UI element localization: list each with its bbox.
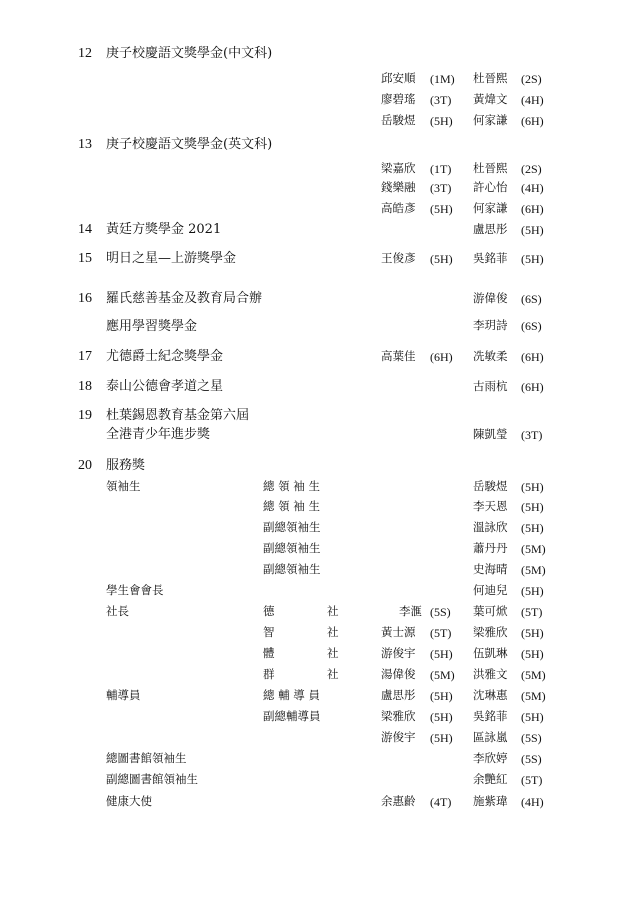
recipient-name: 廖碧瑤 (381, 92, 416, 106)
section-title: 杜葉錫恩教育基金第六屆 (106, 408, 250, 423)
recipient-name: 梁雅欣 (473, 625, 508, 639)
section-title: 庚子校慶語文獎學金(中文科) (106, 46, 273, 61)
service-role: 副總輔導員 (263, 709, 321, 723)
house-name: 體 (263, 646, 275, 660)
recipient-name: 李欣婷 (473, 751, 508, 765)
recipient-class: (5S) (521, 752, 542, 766)
recipient-name: 冼敏柔 (473, 349, 508, 363)
recipient-name: 何迪兒 (473, 583, 508, 597)
section-title: 羅氏慈善基金及教育局合辦 (106, 291, 263, 306)
recipient-class: (4T) (430, 795, 452, 809)
recipient-class: (6H) (521, 380, 544, 394)
recipient-class: (6H) (521, 202, 544, 216)
service-category: 領袖生 (106, 479, 141, 493)
recipient-name: 洪雅文 (473, 667, 508, 681)
section-number: 16 (78, 291, 92, 306)
section-title: 泰山公德會孝道之星 (106, 379, 224, 394)
service-role: 副總領袖生 (263, 541, 321, 555)
recipient-class: (6H) (521, 114, 544, 128)
section-title-line2: 全港青少年進步獎 (106, 427, 211, 442)
recipient-class: (4H) (521, 181, 544, 195)
recipient-name: 梁雅欣 (381, 709, 416, 723)
service-category: 總圖書館領袖生 (106, 751, 187, 765)
recipient-name: 陳凱瑩 (473, 427, 508, 441)
recipient-name: 余惠齡 (381, 794, 416, 808)
house-suffix: 社 (327, 667, 339, 681)
house-name: 德 (263, 604, 275, 618)
section-title-line2: 應用學習獎學金 (106, 319, 198, 334)
recipient-name: 余艷紅 (473, 772, 508, 786)
recipient-class: (5H) (521, 584, 544, 598)
recipient-name: 何家謙 (473, 201, 508, 215)
section-number: 12 (78, 46, 92, 61)
recipient-class: (5H) (430, 202, 453, 216)
section-number: 19 (78, 408, 92, 423)
section-number: 18 (78, 379, 92, 394)
service-role: 副總領袖生 (263, 520, 321, 534)
recipient-name: 蕭丹丹 (473, 541, 508, 555)
recipient-name: 錢樂融 (381, 180, 416, 194)
recipient-class: (5H) (521, 710, 544, 724)
service-role: 總 領 袖 生 (263, 499, 320, 513)
recipient-class: (3T) (430, 181, 452, 195)
recipient-class: (5S) (521, 731, 542, 745)
recipient-class: (5T) (521, 605, 543, 619)
recipient-class: (5M) (521, 689, 546, 703)
recipient-class: (5M) (521, 563, 546, 577)
service-category: 副總圖書館領袖生 (106, 772, 198, 786)
recipient-name: 李天恩 (473, 499, 508, 513)
section-title: 服務獎 (106, 458, 146, 473)
service-role: 總 領 袖 生 (263, 479, 320, 493)
recipient-name: 湯偉俊 (381, 667, 416, 681)
recipient-name: 杜晉熙 (473, 71, 508, 85)
section-title: 尤德爵士紀念獎學金 (106, 349, 224, 364)
recipient-name: 盧思彤 (473, 222, 508, 236)
recipient-name: 區詠嵐 (473, 730, 508, 744)
section-title: 庚子校慶語文獎學金(英文科) (106, 137, 273, 152)
recipient-class: (5H) (521, 521, 544, 535)
recipient-name: 岳駿煜 (381, 113, 416, 127)
recipient-class: (2S) (521, 72, 542, 86)
service-category: 社長 (106, 604, 129, 618)
recipient-class: (5H) (521, 252, 544, 266)
recipient-class: (5H) (430, 689, 453, 703)
recipient-name: 杜晉熙 (473, 161, 508, 175)
recipient-class: (5T) (430, 626, 452, 640)
recipient-class: (5H) (521, 223, 544, 237)
house-name: 智 (263, 625, 275, 639)
recipient-name: 許心怡 (473, 180, 508, 194)
section-title: 明日之星—上游獎學金 (106, 251, 237, 266)
recipient-class: (2S) (521, 162, 542, 176)
recipient-name: 何家謙 (473, 113, 508, 127)
service-category: 健康大使 (106, 794, 152, 808)
recipient-name: 高葉佳 (381, 349, 416, 363)
section-number: 15 (78, 251, 92, 266)
recipient-class: (6S) (521, 319, 542, 333)
recipient-name: 沈琳惠 (473, 688, 508, 702)
recipient-name: 梁嘉欣 (381, 161, 416, 175)
recipient-class: (3T) (521, 428, 543, 442)
recipient-name: 岳駿煜 (473, 479, 508, 493)
recipient-class: (5H) (521, 626, 544, 640)
recipient-name: 黃士源 (381, 625, 416, 639)
house-suffix: 社 (327, 625, 339, 639)
recipient-name: 溫詠欣 (473, 520, 508, 534)
recipient-class: (5M) (430, 668, 455, 682)
recipient-class: (5M) (521, 542, 546, 556)
recipient-name: 游俊宇 (381, 730, 416, 744)
recipient-class: (1M) (430, 72, 455, 86)
recipient-name: 李玥詩 (473, 318, 508, 332)
recipient-class: (1T) (430, 162, 452, 176)
recipient-name: 王俊彥 (381, 251, 416, 265)
recipient-class: (6S) (521, 292, 542, 306)
recipient-class: (5H) (430, 252, 453, 266)
recipient-name: 伍凱琳 (473, 646, 508, 660)
recipient-class: (5H) (521, 480, 544, 494)
recipient-class: (3T) (430, 93, 452, 107)
recipient-name: 邱安順 (381, 71, 416, 85)
recipient-class: (5H) (521, 500, 544, 514)
service-category: 學生會會長 (106, 583, 164, 597)
recipient-name: 吳銘菲 (473, 709, 508, 723)
recipient-class: (5T) (521, 773, 543, 787)
service-role: 總 輔 導 員 (263, 688, 320, 702)
recipient-class: (5H) (430, 647, 453, 661)
section-number: 14 (78, 222, 92, 237)
recipient-name: 史海晴 (473, 562, 508, 576)
recipient-class: (5S) (430, 605, 451, 619)
recipient-name: 游偉俊 (473, 291, 508, 305)
service-category: 輔導員 (106, 688, 141, 702)
recipient-class: (5H) (430, 710, 453, 724)
recipient-name: 葉可焮 (473, 604, 508, 618)
recipient-name: 高皓彥 (381, 201, 416, 215)
recipient-name: 游俊宇 (381, 646, 416, 660)
recipient-name: 吳銘菲 (473, 251, 508, 265)
recipient-class: (5M) (521, 668, 546, 682)
recipient-class: (4H) (521, 795, 544, 809)
recipient-name: 李滙 (399, 604, 422, 618)
recipient-class: (6H) (521, 350, 544, 364)
recipient-name: 盧思彤 (381, 688, 416, 702)
section-number: 20 (78, 458, 92, 473)
recipient-class: (5H) (521, 647, 544, 661)
recipient-class: (5H) (430, 731, 453, 745)
recipient-name: 古雨杭 (473, 379, 508, 393)
section-number: 13 (78, 137, 92, 152)
recipient-name: 施紫瑋 (473, 794, 508, 808)
house-suffix: 社 (327, 604, 339, 618)
recipient-class: (5H) (430, 114, 453, 128)
section-title: 黃廷方獎學金 2021 (106, 222, 222, 237)
service-role: 副總領袖生 (263, 562, 321, 576)
house-name: 群 (263, 667, 275, 681)
recipient-class: (6H) (430, 350, 453, 364)
house-suffix: 社 (327, 646, 339, 660)
recipient-name: 黃煒文 (473, 92, 508, 106)
section-number: 17 (78, 349, 92, 364)
recipient-class: (4H) (521, 93, 544, 107)
